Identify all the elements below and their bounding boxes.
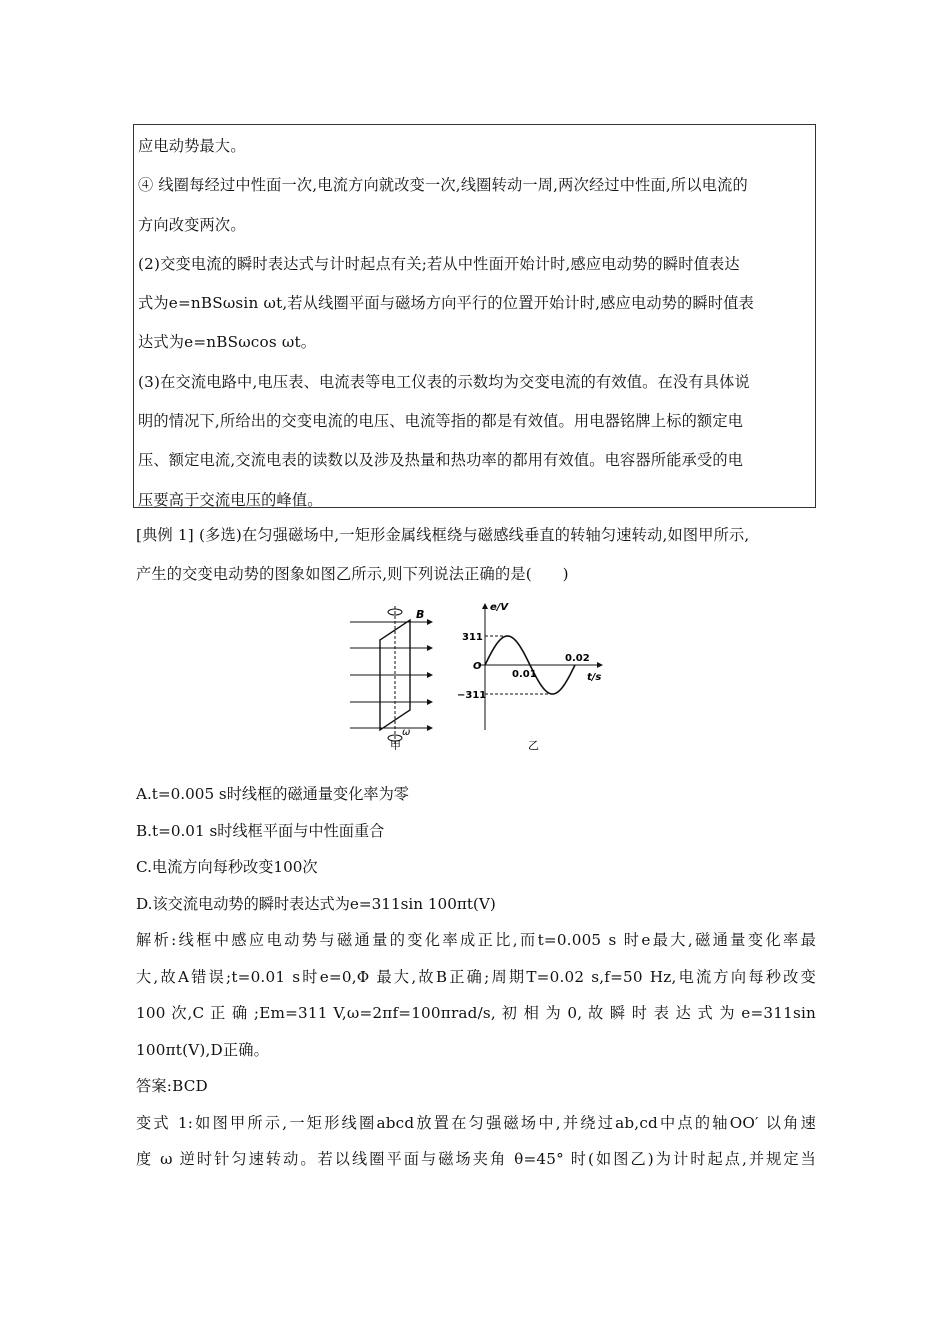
box-line: (2)交变电流的瞬时表达式与计时起点有关;若从中性面开始计时,感应电动势的瞬时值表达	[138, 254, 740, 273]
option-c: C.电流方向每秒改变100次	[136, 858, 318, 876]
box-line: 式为e=nBSωsin ωt,若从线圈平面与磁场方向平行的位置开始计时,感应电动势的瞬时值表	[138, 294, 755, 313]
figure	[340, 600, 610, 750]
x-axis-label: t/s	[587, 672, 602, 683]
box-line: ④ 线圈每经过中性面一次,电流方向就改变一次,线圈转动一周,两次经过中性面,所以电流的	[138, 176, 748, 195]
box-line: 压要高于交流电压的峰值。	[138, 490, 323, 509]
example-line-2: 产生的交变电动势的图象如图乙所示,则下列说法正确的是( )	[136, 565, 569, 583]
analysis-line: 100 次,C 正 确 ;Em=311 V,ω=2πf=100πrad/s, 初 相 为 0, 故 瞬 时 表 达 式 为 e=311sin	[136, 1004, 816, 1022]
variant-line: 变式 1:如图甲所示,一矩形线圈abcd放置在匀强磁场中,并绕过ab,cd中点的轴OO′ 以角速	[136, 1113, 816, 1132]
caption-yi: 乙	[528, 739, 539, 750]
option-d: D.该交流电动势的瞬时表达式为e=311sin 100πt(V)	[136, 894, 496, 913]
box-line: 压、额定电流,交流电表的读数以及涉及热量和热功率的都用有效值。电容器所能承受的电	[138, 451, 744, 470]
figure-svg	[340, 600, 610, 750]
option-b: B.t=0.01 s时线框平面与中性面重合	[136, 821, 385, 840]
box-line: 方向改变两次。	[138, 215, 246, 234]
example-line-1: [典例 1] (多选)在匀强磁场中,一矩形金属线框绕与磁感线垂直的转轴匀速转动,如图甲所示,	[136, 526, 750, 544]
tick-label-neg311: −311	[457, 690, 487, 701]
analysis-line: 大,故A错误;t=0.01 s时e=0,Φ 最大,故B正确;周期T=0.02 s,f=50 Hz,电流方向每秒改变	[136, 967, 816, 986]
coil-diagram	[350, 606, 432, 750]
et-graph	[457, 602, 602, 750]
variant-line: 度 ω 逆时针匀速转动。若以线圈平面与磁场夹角 θ=45° 时(如图乙)为计时起点,并规定当	[136, 1150, 816, 1168]
caption-jia: 甲	[390, 739, 401, 750]
example-question	[136, 516, 826, 594]
tick-label-001: 0.01	[512, 669, 537, 680]
box-line: 应电动势最大。	[138, 137, 246, 155]
knowledge-box	[133, 124, 816, 508]
label-B: B	[416, 608, 425, 621]
box-line: 达式为e=nBSωcos ωt。	[138, 333, 317, 352]
box-line: (3)在交流电路中,电压表、电流表等电工仪表的示数均为交变电流的有效值。在没有具体说	[138, 372, 750, 391]
options-list	[136, 776, 496, 922]
tick-label-002: 0.02	[565, 653, 590, 664]
answer-line: 答案:BCD	[136, 1077, 208, 1095]
y-axis-label: e/V	[490, 602, 509, 613]
label-omega: ω	[402, 727, 411, 738]
option-a: A.t=0.005 s时线框的磁通量变化率为零	[136, 785, 409, 803]
tick-label-311: 311	[462, 632, 483, 643]
analysis-line: 解析:线框中感应电动势与磁通量的变化率成正比,而t=0.005 s 时e最大,磁通量变化率最	[136, 931, 816, 949]
analysis-line: 100πt(V),D正确。	[136, 1040, 270, 1059]
analysis-section	[136, 922, 816, 1178]
box-line: 明的情况下,所给出的交变电流的电压、电流等指的都是有效值。用电器铭牌上标的额定电	[138, 412, 744, 431]
origin-label: O	[473, 661, 482, 672]
